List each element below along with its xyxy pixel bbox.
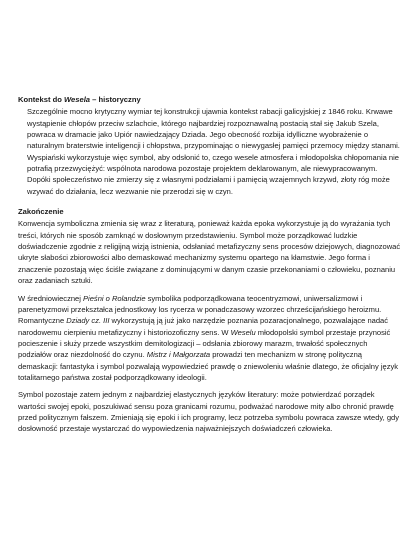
section-heading-historical-context	[18, 94, 402, 105]
text-run: symbolika podporządkowana teocentryzmowi, uniwersalizmowi i parenetyzmowi przekształca jednostkowy los rycerza w ponadczasowy wzorzec chrześcijańskiego heroizmu. Romantyczne	[18, 293, 382, 326]
heading-title-wesele: Wesela	[64, 95, 91, 104]
text-run: prowadzi ten mechanizm w stronę polityczną demaskacji: fantastyka i symbol pozwalają wypowiedzieć prawdę o zniewoleniu właśnie dlatego, że oficjalny język totalitarnego państwa został podporządkowany ideologii.	[18, 350, 399, 382]
conclusion-paragraph-3: Symbol pozostaje zatem jednym z najbardziej elastycznych języków literatury: może potwierdzać porządek wartości swojej epoki, poszukiwać sensu poza granicami rozumu, podważać narodowe mity albo chronić prawdę przed politycznym fałszem. Zmieniają się epoki i ich programy, lecz potrzeba symbolu powraca zawsze wtedy, gdy dosłowność przestaje wystarczać do wypowiedzenia najważniejszych doświadczeń człowieka.	[18, 390, 399, 434]
text-run: W średniowiecznej	[18, 293, 84, 303]
heading-suffix: – historyczny	[90, 95, 141, 104]
title-mistrz-i-malgorzata: Mistrz i Małgorzata	[146, 350, 211, 360]
conclusion-paragraph-1: Konwencja symboliczna zmienia się wraz z literaturą, ponieważ każda epoka wykorzystuje ją do wyrażania tych treści, których nie sposób zamknąć w dosłownym przedstawieniu. Symbol może porządkować ludzkie doświadczenie zgodnie z religijną wizją istnienia, odsłaniać metafizyczny sens procesów dziejowych, diagnozować ukryte słabości zbiorowości albo demaskować mechanizmy systemu opartego na kłamstwie. Jego forma i znaczenie pozostają więc ściśle związane z dominującymi w danym czasie przekonaniami o człowieku, poznaniu oraz zadaniach sztuki.	[18, 219, 401, 286]
section-heading-conclusion: Zakończenie	[18, 207, 64, 217]
historical-context-paragraph: Szczególnie mocno krytyczny wymiar tej konstrukcji ujawnia kontekst rabacji galicyjskiej z 1846 roku. Krwawe wystąpienie chłopów przeciw szlachcie, którego najbardziej rozpoznawalną postacią stał się Jakub Szela, powraca w dramacie jako Upiór nawiedzający Dziada. Jego obecność rozbija idylliczne wyobrażenie o naturalnym braterstwie inteligencji i chłopstwa, przypominając o niewygasłej pamięci przemocy między stanami. Wyspiański wykorzystuje więc symbol, aby odsłonić to, czego wesele atmosfera i młodopolska chłopomania nie potrafią przezwyciężyć: wspólnota narodowa pozostaje projektem deklarowanym, ale niewypracowanym. Dopóki społeczeństwo nie zmierzy się z własnymi podziałami i pamięcią wzajemnych krzywd, złoty róg może wzywać do działania, lecz wezwanie nie przerodzi się w czyn.	[27, 107, 400, 196]
title-wesele: Weselu	[230, 327, 256, 337]
title-piesn-o-rolandzie: Pieśni o Rolandzie	[83, 293, 146, 303]
conclusion-paragraph-2	[18, 293, 402, 384]
heading-prefix: Kontekst do	[18, 95, 64, 104]
text-run: wykorzystują ją już jako narzędzie poznania pozaracjonalnego, pozwalające nadać narodowemu cierpieniu metafizyczny i historiozoficzny sens. W	[18, 316, 389, 337]
title-dziady: Dziady cz. III	[66, 316, 110, 326]
essay-content	[18, 94, 402, 435]
text-run: młodopolski symbol przestaje przynosić pocieszenie i służy przede wszystkim demitologizacji – odsłania zbiorowy marazm, trwałość społecznych podziałów oraz niezdolność do czynu.	[18, 327, 391, 360]
